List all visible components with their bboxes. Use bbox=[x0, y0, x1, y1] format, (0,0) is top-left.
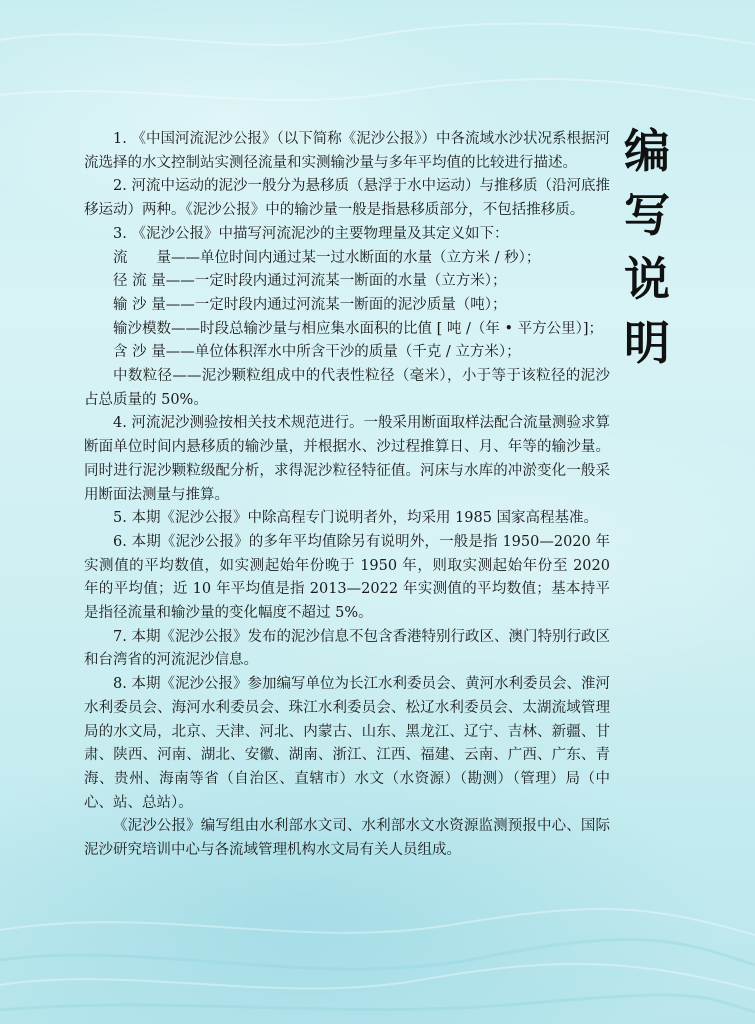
note-paragraph-9: 《泥沙公报》编写组由水利部水文司、水利部水文水资源监测预报中心、国际泥沙研究培训中心与各流域管理机构水文局有关人员组成。 bbox=[84, 818, 610, 859]
definition-sediment-modulus: 输沙模数——时段总输沙量与相应集水面积的比值 [ 吨 /（年 • 平方公里）]； bbox=[113, 320, 604, 337]
definition-discharge: 流 量——单位时间内通过某一过水断面的水量（立方米 / 秒）； bbox=[113, 249, 541, 266]
title-char-3: 说 bbox=[624, 252, 670, 306]
title-char-2: 写 bbox=[624, 188, 670, 242]
note-paragraph-2: 2. 河流中运动的泥沙一般分为悬移质（悬浮于水中运动）与推移质（沿河底推移运动）两种。《泥沙公报》中的输沙量一般是指悬移质部分，不包括推移质。 bbox=[84, 178, 610, 219]
note-paragraph-5: 5. 本期《泥沙公报》中除高程专门说明者外，均采用 1985 国家高程基准。 bbox=[113, 510, 599, 527]
definition-runoff: 径 流 量——一定时段内通过河流某一断面的水量（立方米）； bbox=[113, 273, 507, 290]
note-paragraph-8: 8. 本期《泥沙公报》参加编写单位为长江水利委员会、黄河水利委员会、淮河水利委员会、海河水利委员会、珠江水利委员会、松辽水利委员会、太湖流域管理局的水文局，北京、天津、河北、内蒙古、山东、黑龙江、辽宁、吉林、新疆、甘肃、陕西、河南、湖北、安徽、湖南、浙江、江西、福建、云南、广西、广东、青海、贵州、海南等省（自治区、直辖市）水文（水资源）（勘测）（管理）局（中心、站、总站）。 bbox=[84, 676, 610, 811]
page-title bbox=[616, 122, 678, 378]
explanatory-notes-body bbox=[84, 128, 610, 863]
definition-sediment-concentration: 含 沙 量——单位体积浑水中所含干沙的质量（千克 / 立方米）； bbox=[113, 344, 521, 361]
definition-median-grain-size: 中数粒径——泥沙颗粒组成中的代表性粒径（毫米），小于等于该粒径的泥沙占总质量的 50%。 bbox=[84, 368, 610, 408]
definition-sediment-load: 输 沙 量——一定时段内通过河流某一断面的泥沙质量（吨）； bbox=[113, 296, 507, 313]
note-paragraph-6: 6. 本期《泥沙公报》的多年平均值除另有说明外，一般是指 1950—2020 年实测值的平均数值，如实测起始年份晚于 1950 年，则取实测起始年份至 2020 年的平均值；近 10 年平均值是指 2013—2022 年实测值的平均数值；基本持平是指径流量和输沙量的变化幅度不超过 5%。 bbox=[84, 533, 610, 622]
note-paragraph-1: 1. 《中国河流泥沙公报》（以下简称《泥沙公报》）中各流域水沙状况系根据河流选择的水文控制站实测径流量和实测输沙量与多年平均值的比较进行描述。 bbox=[84, 131, 610, 171]
note-paragraph-7: 7. 本期《泥沙公报》发布的泥沙信息不包含香港特别行政区、澳门特别行政区和台湾省的河流泥沙信息。 bbox=[84, 628, 610, 669]
note-paragraph-4: 4. 河流泥沙测验按相关技术规范进行。一般采用断面取样法配合流量测验求算断面单位时间内悬移质的输沙量，并根据水、沙过程推算日、月、年等的输沙量。同时进行泥沙颗粒级配分析，求得泥沙粒径特征值。河床与水库的冲淤变化一般采用断面法测量与推算。 bbox=[84, 415, 610, 503]
title-char-1: 编 bbox=[624, 124, 670, 178]
note-paragraph-3: 3. 《泥沙公报》中描写河流泥沙的主要物理量及其定义如下： bbox=[113, 225, 509, 242]
title-char-4: 明 bbox=[624, 316, 670, 370]
